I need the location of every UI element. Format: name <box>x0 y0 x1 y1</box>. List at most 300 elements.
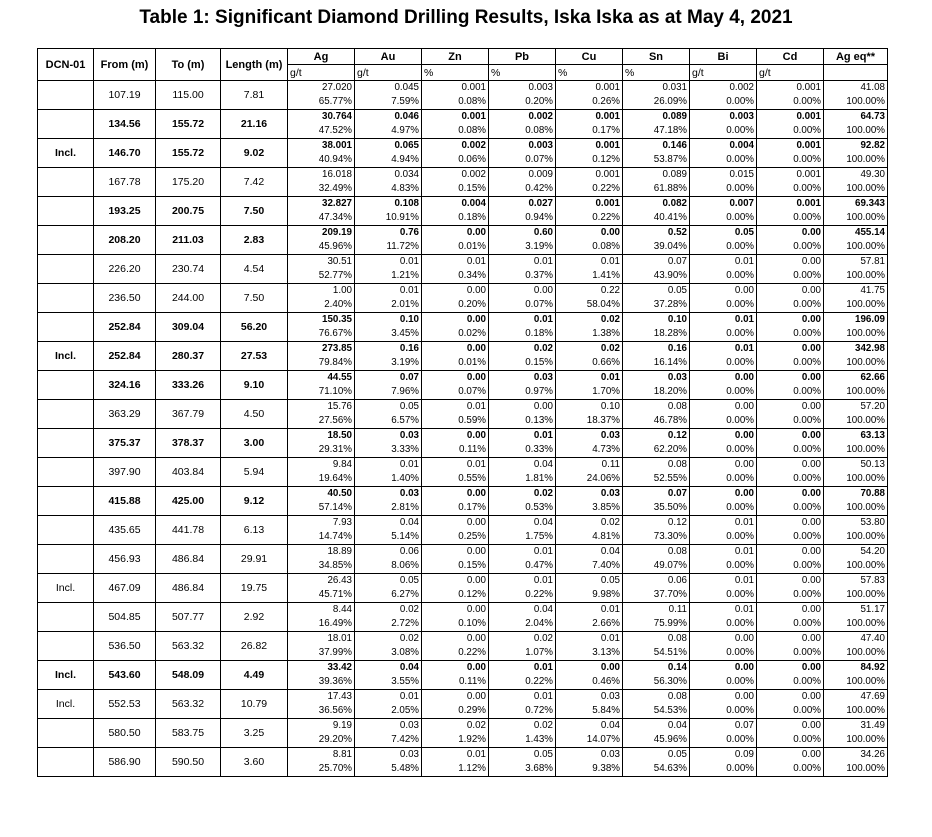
header-element: Cu <box>556 49 623 65</box>
percent-cell: 2.81% <box>355 501 422 516</box>
incl-label <box>38 226 94 255</box>
grade-cell: 0.00 <box>757 429 824 444</box>
percent-cell: 0.00% <box>757 559 824 574</box>
grade-cell: 0.004 <box>422 197 489 212</box>
percent-cell: 0.01% <box>422 240 489 255</box>
percent-cell: 4.73% <box>556 443 623 458</box>
header-unit: % <box>556 65 623 81</box>
grade-cell: 0.04 <box>489 458 556 473</box>
grade-cell: 0.01 <box>690 255 757 270</box>
grade-cell: 0.08 <box>623 400 690 415</box>
grade-cell: 0.10 <box>355 313 422 328</box>
grade-cell: 0.04 <box>355 516 422 531</box>
percent-cell: 0.00% <box>690 472 757 487</box>
percent-cell: 3.19% <box>489 240 556 255</box>
percent-cell: 100.00% <box>824 414 888 429</box>
percent-cell: 0.00% <box>757 269 824 284</box>
grade-cell: 0.01 <box>690 313 757 328</box>
table-body <box>38 81 888 777</box>
percent-cell: 0.33% <box>489 443 556 458</box>
grade-cell: 0.01 <box>489 255 556 270</box>
grade-cell: 57.83 <box>824 574 888 589</box>
grade-cell: 0.01 <box>556 371 623 386</box>
header-element: Au <box>355 49 422 65</box>
grade-cell: 51.17 <box>824 603 888 618</box>
percent-cell: 0.20% <box>422 298 489 313</box>
percent-cell: 0.12% <box>556 153 623 168</box>
percent-cell: 62.20% <box>623 443 690 458</box>
grade-cell: 32.827 <box>288 197 355 212</box>
percent-cell: 6.27% <box>355 588 422 603</box>
percent-cell: 4.81% <box>556 530 623 545</box>
grade-cell: 0.00 <box>757 226 824 241</box>
percent-cell: 7.40% <box>556 559 623 574</box>
incl-label: Incl. <box>38 661 94 690</box>
grade-cell: 0.01 <box>422 255 489 270</box>
grade-cell: 0.01 <box>690 342 757 357</box>
grade-cell: 0.01 <box>489 429 556 444</box>
percent-cell: 100.00% <box>824 211 888 226</box>
grade-cell: 0.00 <box>422 429 489 444</box>
percent-cell: 0.00% <box>757 733 824 748</box>
percent-cell: 0.26% <box>556 95 623 110</box>
percent-cell: 0.17% <box>422 501 489 516</box>
grade-cell: 150.35 <box>288 313 355 328</box>
grade-cell: 84.92 <box>824 661 888 676</box>
grade-cell: 0.05 <box>355 574 422 589</box>
percent-cell: 18.20% <box>623 385 690 400</box>
percent-cell: 4.83% <box>355 182 422 197</box>
grade-cell: 0.11 <box>556 458 623 473</box>
grade-cell: 0.02 <box>556 342 623 357</box>
percent-cell: 0.22% <box>489 588 556 603</box>
percent-cell: 34.85% <box>288 559 355 574</box>
header-unit: g/t <box>757 65 824 81</box>
percent-cell: 1.41% <box>556 269 623 284</box>
percent-cell: 54.53% <box>623 704 690 719</box>
grade-cell: 0.009 <box>489 168 556 183</box>
incl-label: Incl. <box>38 342 94 371</box>
percent-cell: 0.94% <box>489 211 556 226</box>
grade-cell: 53.80 <box>824 516 888 531</box>
percent-cell: 0.00% <box>757 240 824 255</box>
percent-cell: 0.00% <box>757 501 824 516</box>
percent-cell: 46.78% <box>623 414 690 429</box>
percent-cell: 54.63% <box>623 762 690 777</box>
grade-cell: 0.004 <box>690 139 757 154</box>
grade-cell: 273.85 <box>288 342 355 357</box>
table-row <box>38 110 888 125</box>
percent-cell: 0.00% <box>757 762 824 777</box>
grade-cell: 0.03 <box>355 748 422 763</box>
table-row <box>38 719 888 734</box>
grade-cell: 9.19 <box>288 719 355 734</box>
incl-label <box>38 255 94 284</box>
to-cell: 403.84 <box>156 458 221 487</box>
table-row <box>38 255 888 270</box>
percent-cell: 2.40% <box>288 298 355 313</box>
percent-cell: 9.98% <box>556 588 623 603</box>
percent-cell: 0.07% <box>422 385 489 400</box>
incl-label <box>38 632 94 661</box>
percent-cell: 100.00% <box>824 153 888 168</box>
from-cell: 536.50 <box>94 632 156 661</box>
percent-cell: 0.00% <box>757 298 824 313</box>
percent-cell: 7.96% <box>355 385 422 400</box>
percent-cell: 0.00% <box>690 182 757 197</box>
percent-cell: 24.06% <box>556 472 623 487</box>
from-cell: 543.60 <box>94 661 156 690</box>
percent-cell: 5.84% <box>556 704 623 719</box>
length-cell: 9.02 <box>221 139 288 168</box>
header-from: From (m) <box>94 49 156 81</box>
grade-cell: 0.76 <box>355 226 422 241</box>
grade-cell: 0.001 <box>556 139 623 154</box>
header-unit: g/t <box>690 65 757 81</box>
to-cell: 309.04 <box>156 313 221 342</box>
grade-cell: 0.02 <box>556 516 623 531</box>
percent-cell: 27.56% <box>288 414 355 429</box>
grade-cell: 0.00 <box>422 545 489 560</box>
length-cell: 6.13 <box>221 516 288 545</box>
grade-cell: 0.00 <box>757 545 824 560</box>
length-cell: 5.94 <box>221 458 288 487</box>
grade-cell: 0.03 <box>556 690 623 705</box>
percent-cell: 0.22% <box>556 211 623 226</box>
percent-cell: 45.71% <box>288 588 355 603</box>
incl-label <box>38 458 94 487</box>
percent-cell: 0.00% <box>757 443 824 458</box>
percent-cell: 0.01% <box>422 356 489 371</box>
grade-cell: 0.07 <box>623 487 690 502</box>
table-row <box>38 487 888 502</box>
grade-cell: 0.07 <box>355 371 422 386</box>
percent-cell: 100.00% <box>824 385 888 400</box>
length-cell: 9.12 <box>221 487 288 516</box>
percent-cell: 71.10% <box>288 385 355 400</box>
percent-cell: 100.00% <box>824 733 888 748</box>
grade-cell: 0.02 <box>489 719 556 734</box>
grade-cell: 0.00 <box>422 574 489 589</box>
table-row <box>38 342 888 357</box>
grade-cell: 0.02 <box>489 632 556 647</box>
percent-cell: 3.68% <box>489 762 556 777</box>
percent-cell: 0.11% <box>422 675 489 690</box>
grade-cell: 0.03 <box>355 487 422 502</box>
from-cell: 226.20 <box>94 255 156 284</box>
percent-cell: 16.49% <box>288 617 355 632</box>
grade-cell: 0.08 <box>623 632 690 647</box>
grade-cell: 0.04 <box>355 661 422 676</box>
grade-cell: 0.00 <box>757 603 824 618</box>
to-cell: 486.84 <box>156 545 221 574</box>
grade-cell: 0.065 <box>355 139 422 154</box>
percent-cell: 0.13% <box>489 414 556 429</box>
incl-label <box>38 516 94 545</box>
table-row <box>38 748 888 763</box>
grade-cell: 0.06 <box>355 545 422 560</box>
percent-cell: 3.45% <box>355 327 422 342</box>
percent-cell: 53.87% <box>623 153 690 168</box>
percent-cell: 0.08% <box>556 240 623 255</box>
percent-cell: 0.00% <box>757 124 824 139</box>
percent-cell: 18.37% <box>556 414 623 429</box>
header-unit: % <box>422 65 489 81</box>
grade-cell: 15.76 <box>288 400 355 415</box>
from-cell: 324.16 <box>94 371 156 400</box>
grade-cell: 27.020 <box>288 81 355 96</box>
length-cell: 3.00 <box>221 429 288 458</box>
from-cell: 456.93 <box>94 545 156 574</box>
from-cell: 504.85 <box>94 603 156 632</box>
percent-cell: 1.70% <box>556 385 623 400</box>
grade-cell: 0.04 <box>489 603 556 618</box>
percent-cell: 0.00% <box>690 269 757 284</box>
grade-cell: 0.07 <box>690 719 757 734</box>
percent-cell: 100.00% <box>824 646 888 661</box>
percent-cell: 2.66% <box>556 617 623 632</box>
grade-cell: 0.16 <box>355 342 422 357</box>
table-row <box>38 603 888 618</box>
grade-cell: 70.88 <box>824 487 888 502</box>
grade-cell: 0.04 <box>556 719 623 734</box>
grade-cell: 0.03 <box>556 429 623 444</box>
grade-cell: 0.015 <box>690 168 757 183</box>
grade-cell: 62.66 <box>824 371 888 386</box>
grade-cell: 0.02 <box>489 487 556 502</box>
grade-cell: 0.02 <box>422 719 489 734</box>
from-cell: 580.50 <box>94 719 156 748</box>
percent-cell: 7.59% <box>355 95 422 110</box>
grade-cell: 0.08 <box>623 458 690 473</box>
percent-cell: 0.66% <box>556 356 623 371</box>
grade-cell: 0.00 <box>757 400 824 415</box>
percent-cell: 5.48% <box>355 762 422 777</box>
incl-label <box>38 603 94 632</box>
to-cell: 155.72 <box>156 110 221 139</box>
grade-cell: 0.00 <box>422 661 489 676</box>
grade-cell: 8.44 <box>288 603 355 618</box>
percent-cell: 100.00% <box>824 182 888 197</box>
percent-cell: 100.00% <box>824 472 888 487</box>
percent-cell: 0.17% <box>556 124 623 139</box>
percent-cell: 0.20% <box>489 95 556 110</box>
grade-cell: 41.08 <box>824 81 888 96</box>
from-cell: 375.37 <box>94 429 156 458</box>
percent-cell: 0.72% <box>489 704 556 719</box>
percent-cell: 25.70% <box>288 762 355 777</box>
table-row <box>38 661 888 676</box>
table-row <box>38 516 888 531</box>
percent-cell: 52.77% <box>288 269 355 284</box>
grade-cell: 0.002 <box>422 168 489 183</box>
grade-cell: 0.01 <box>489 690 556 705</box>
grade-cell: 0.05 <box>690 226 757 241</box>
percent-cell: 2.01% <box>355 298 422 313</box>
percent-cell: 52.55% <box>623 472 690 487</box>
percent-cell: 0.12% <box>422 588 489 603</box>
percent-cell: 1.92% <box>422 733 489 748</box>
grade-cell: 0.10 <box>623 313 690 328</box>
grade-cell: 0.001 <box>556 197 623 212</box>
grade-cell: 0.00 <box>757 487 824 502</box>
grade-cell: 0.034 <box>355 168 422 183</box>
percent-cell: 61.88% <box>623 182 690 197</box>
grade-cell: 0.11 <box>623 603 690 618</box>
grade-cell: 0.08 <box>623 690 690 705</box>
grade-cell: 0.00 <box>690 400 757 415</box>
to-cell: 563.32 <box>156 632 221 661</box>
grade-cell: 0.01 <box>690 545 757 560</box>
percent-cell: 0.00% <box>690 124 757 139</box>
percent-cell: 0.47% <box>489 559 556 574</box>
grade-cell: 0.001 <box>757 197 824 212</box>
percent-cell: 0.18% <box>489 327 556 342</box>
length-cell: 7.81 <box>221 81 288 110</box>
grade-cell: 18.01 <box>288 632 355 647</box>
percent-cell: 0.06% <box>422 153 489 168</box>
percent-cell: 0.15% <box>422 559 489 574</box>
percent-cell: 19.64% <box>288 472 355 487</box>
grade-cell: 57.20 <box>824 400 888 415</box>
grade-cell: 0.00 <box>422 487 489 502</box>
percent-cell: 5.14% <box>355 530 422 545</box>
percent-cell: 0.00% <box>690 211 757 226</box>
to-cell: 563.32 <box>156 690 221 719</box>
to-cell: 230.74 <box>156 255 221 284</box>
percent-cell: 0.00% <box>690 414 757 429</box>
percent-cell: 0.08% <box>422 124 489 139</box>
grade-cell: 0.09 <box>690 748 757 763</box>
grade-cell: 0.00 <box>690 429 757 444</box>
grade-cell: 0.05 <box>355 400 422 415</box>
percent-cell: 8.06% <box>355 559 422 574</box>
percent-cell: 1.43% <box>489 733 556 748</box>
grade-cell: 0.04 <box>556 545 623 560</box>
grade-cell: 0.00 <box>757 719 824 734</box>
length-cell: 29.91 <box>221 545 288 574</box>
percent-cell: 14.07% <box>556 733 623 748</box>
grade-cell: 0.00 <box>690 371 757 386</box>
to-cell: 548.09 <box>156 661 221 690</box>
grade-cell: 69.343 <box>824 197 888 212</box>
to-cell: 378.37 <box>156 429 221 458</box>
header-unit: % <box>623 65 690 81</box>
grade-cell: 0.00 <box>757 661 824 676</box>
header-unit: % <box>489 65 556 81</box>
percent-cell: 0.00% <box>757 704 824 719</box>
to-cell: 425.00 <box>156 487 221 516</box>
percent-cell: 2.72% <box>355 617 422 632</box>
from-cell: 252.84 <box>94 342 156 371</box>
grade-cell: 18.89 <box>288 545 355 560</box>
grade-cell: 0.12 <box>623 429 690 444</box>
table-row <box>38 429 888 444</box>
length-cell: 2.83 <box>221 226 288 255</box>
grade-cell: 0.007 <box>690 197 757 212</box>
grade-cell: 0.001 <box>757 168 824 183</box>
grade-cell: 26.43 <box>288 574 355 589</box>
percent-cell: 0.02% <box>422 327 489 342</box>
to-cell: 115.00 <box>156 81 221 110</box>
grade-cell: 0.01 <box>355 284 422 299</box>
table-title <box>0 6 932 30</box>
grade-cell: 0.00 <box>757 690 824 705</box>
percent-cell: 75.99% <box>623 617 690 632</box>
percent-cell: 6.57% <box>355 414 422 429</box>
header-hole-id: DCN-01 <box>38 49 94 81</box>
from-cell: 146.70 <box>94 139 156 168</box>
percent-cell: 3.13% <box>556 646 623 661</box>
percent-cell: 100.00% <box>824 617 888 632</box>
grade-cell: 0.027 <box>489 197 556 212</box>
grade-cell: 0.146 <box>623 139 690 154</box>
percent-cell: 100.00% <box>824 443 888 458</box>
grade-cell: 0.00 <box>422 632 489 647</box>
grade-cell: 0.60 <box>489 226 556 241</box>
header-element: Pb <box>489 49 556 65</box>
percent-cell: 65.77% <box>288 95 355 110</box>
percent-cell: 54.51% <box>623 646 690 661</box>
percent-cell: 1.21% <box>355 269 422 284</box>
percent-cell: 0.00% <box>690 675 757 690</box>
percent-cell: 0.00% <box>757 530 824 545</box>
percent-cell: 100.00% <box>824 269 888 284</box>
percent-cell: 100.00% <box>824 588 888 603</box>
percent-cell: 40.41% <box>623 211 690 226</box>
percent-cell: 0.46% <box>556 675 623 690</box>
grade-cell: 0.01 <box>422 400 489 415</box>
percent-cell: 1.40% <box>355 472 422 487</box>
grade-cell: 0.14 <box>623 661 690 676</box>
grade-cell: 0.01 <box>690 574 757 589</box>
grade-cell: 0.00 <box>690 661 757 676</box>
to-cell: 486.84 <box>156 574 221 603</box>
drilling-results-table <box>37 48 888 777</box>
header-element: Zn <box>422 49 489 65</box>
grade-cell: 0.04 <box>623 719 690 734</box>
grade-cell: 0.001 <box>757 110 824 125</box>
grade-cell: 0.00 <box>422 371 489 386</box>
table-row <box>38 545 888 560</box>
percent-cell: 37.70% <box>623 588 690 603</box>
grade-cell: 0.01 <box>489 313 556 328</box>
table-header <box>38 49 888 81</box>
percent-cell: 100.00% <box>824 298 888 313</box>
to-cell: 155.72 <box>156 139 221 168</box>
grade-cell: 0.00 <box>757 574 824 589</box>
grade-cell: 0.07 <box>623 255 690 270</box>
grade-cell: 0.00 <box>489 284 556 299</box>
from-cell: 208.20 <box>94 226 156 255</box>
grade-cell: 0.031 <box>623 81 690 96</box>
table-row <box>38 574 888 589</box>
grade-cell: 0.001 <box>422 110 489 125</box>
percent-cell: 0.00% <box>690 95 757 110</box>
percent-cell: 0.00% <box>690 356 757 371</box>
grade-cell: 0.01 <box>690 603 757 618</box>
to-cell: 175.20 <box>156 168 221 197</box>
grade-cell: 0.108 <box>355 197 422 212</box>
percent-cell: 35.50% <box>623 501 690 516</box>
from-cell: 397.90 <box>94 458 156 487</box>
incl-label <box>38 545 94 574</box>
grade-cell: 209.19 <box>288 226 355 241</box>
grade-cell: 47.69 <box>824 690 888 705</box>
grade-cell: 0.08 <box>623 545 690 560</box>
grade-cell: 16.018 <box>288 168 355 183</box>
percent-cell: 26.09% <box>623 95 690 110</box>
